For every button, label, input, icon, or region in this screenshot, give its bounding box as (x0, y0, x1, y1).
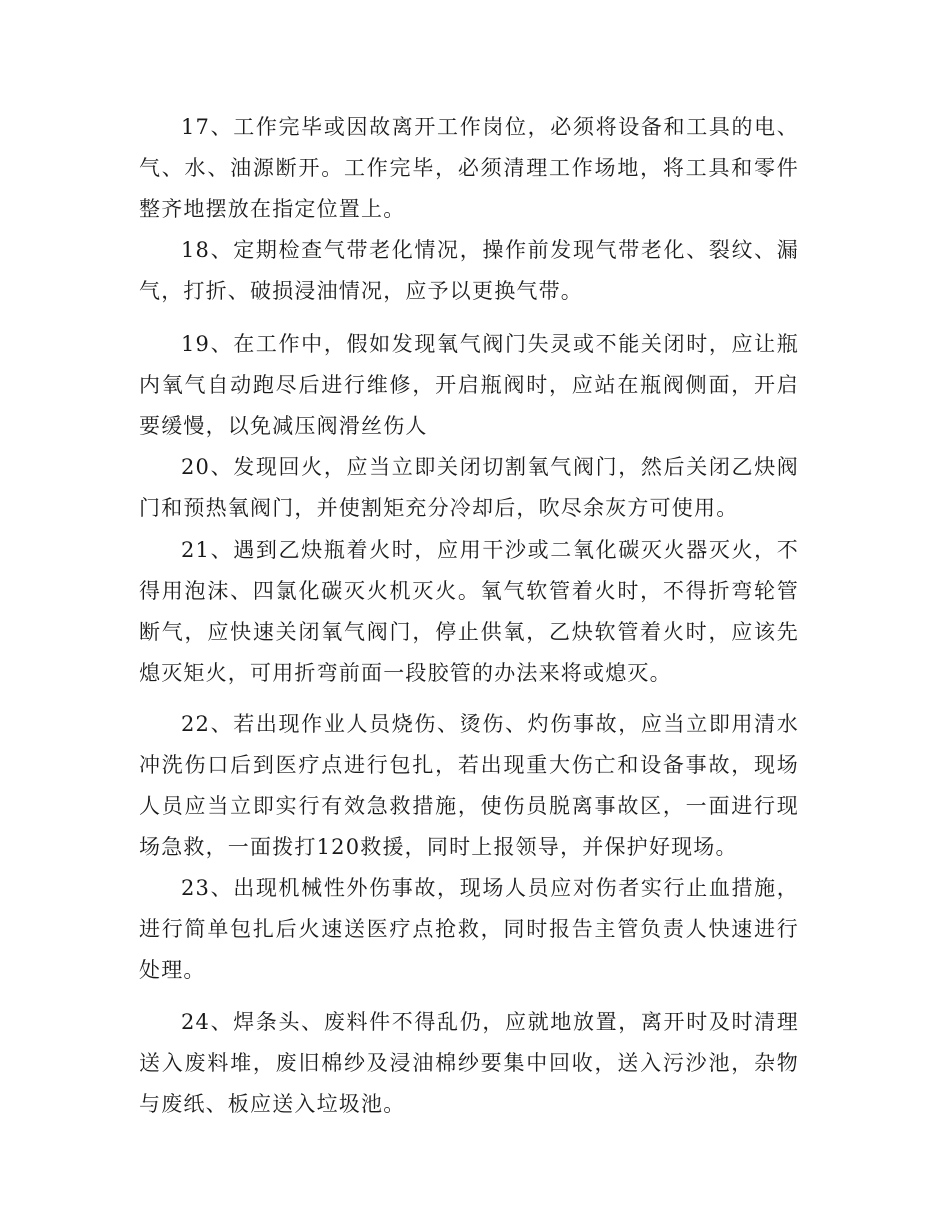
paragraph-23: 23、出现机械性外伤事故，现场人员应对伤者实行止血措施，进行简单包扎后火速送医疗点抢救，同时报告主管负责人快速进行处理。 (139, 876, 799, 982)
paragraph-18: 18、定期检查气带老化情况，操作前发现气带老化、裂纹、漏气，打折、破损浸油情况，应予以更换气带。 (139, 238, 799, 303)
paragraph-21: 21、遇到乙炔瓶着火时，应用干沙或二氧化碳灭火器灭火，不得用泡沫、四氯化碳灭火机灭火。氧气软管着火时，不得折弯轮管断气，应快速关闭氧气阀门，停止供氧，乙炔软管着火时，应该先熄灭矩火，可用折弯前面一段胶管的办法来将或熄灭。 (139, 538, 799, 685)
paragraph-20: 20、发现回火，应当立即关闭切割氧气阀门，然后关闭乙炔阀门和预热氧阀门，并使割矩充分冷却后，吹尽余灰方可使用。 (139, 455, 799, 520)
paragraph-19: 19、在工作中，假如发现氧气阀门失灵或不能关闭时，应让瓶内氧气自动跑尽后进行维修，开启瓶阀时，应站在瓶阀侧面，开启要缓慢，以免减压阀滑丝伤人 (139, 332, 799, 438)
paragraph-24: 24、焊条头、废料件不得乱仍，应就地放置，离开时及时清理送入废料堆，废旧棉纱及浸油棉纱要集中回收，送入污沙池，杂物与废纸、板应送入垃圾池。 (139, 1010, 799, 1116)
paragraph-17: 17、工作完毕或因故离开工作岗位，必须将设备和工具的电、气、水、油源断开。工作完毕，必须清理工作场地，将工具和零件整齐地摆放在指定位置上。 (139, 115, 799, 221)
paragraph-22: 22、若出现作业人员烧伤、烫伤、灼伤事故，应当立即用清水冲洗伤口后到医疗点进行包扎，若出现重大伤亡和设备事故，现场人员应当立即实行有效急救措施，使伤员脱离事故区，一面进行现场急救，一面拨打120救援，同时上报领导，并保护好现场。 (139, 712, 799, 859)
